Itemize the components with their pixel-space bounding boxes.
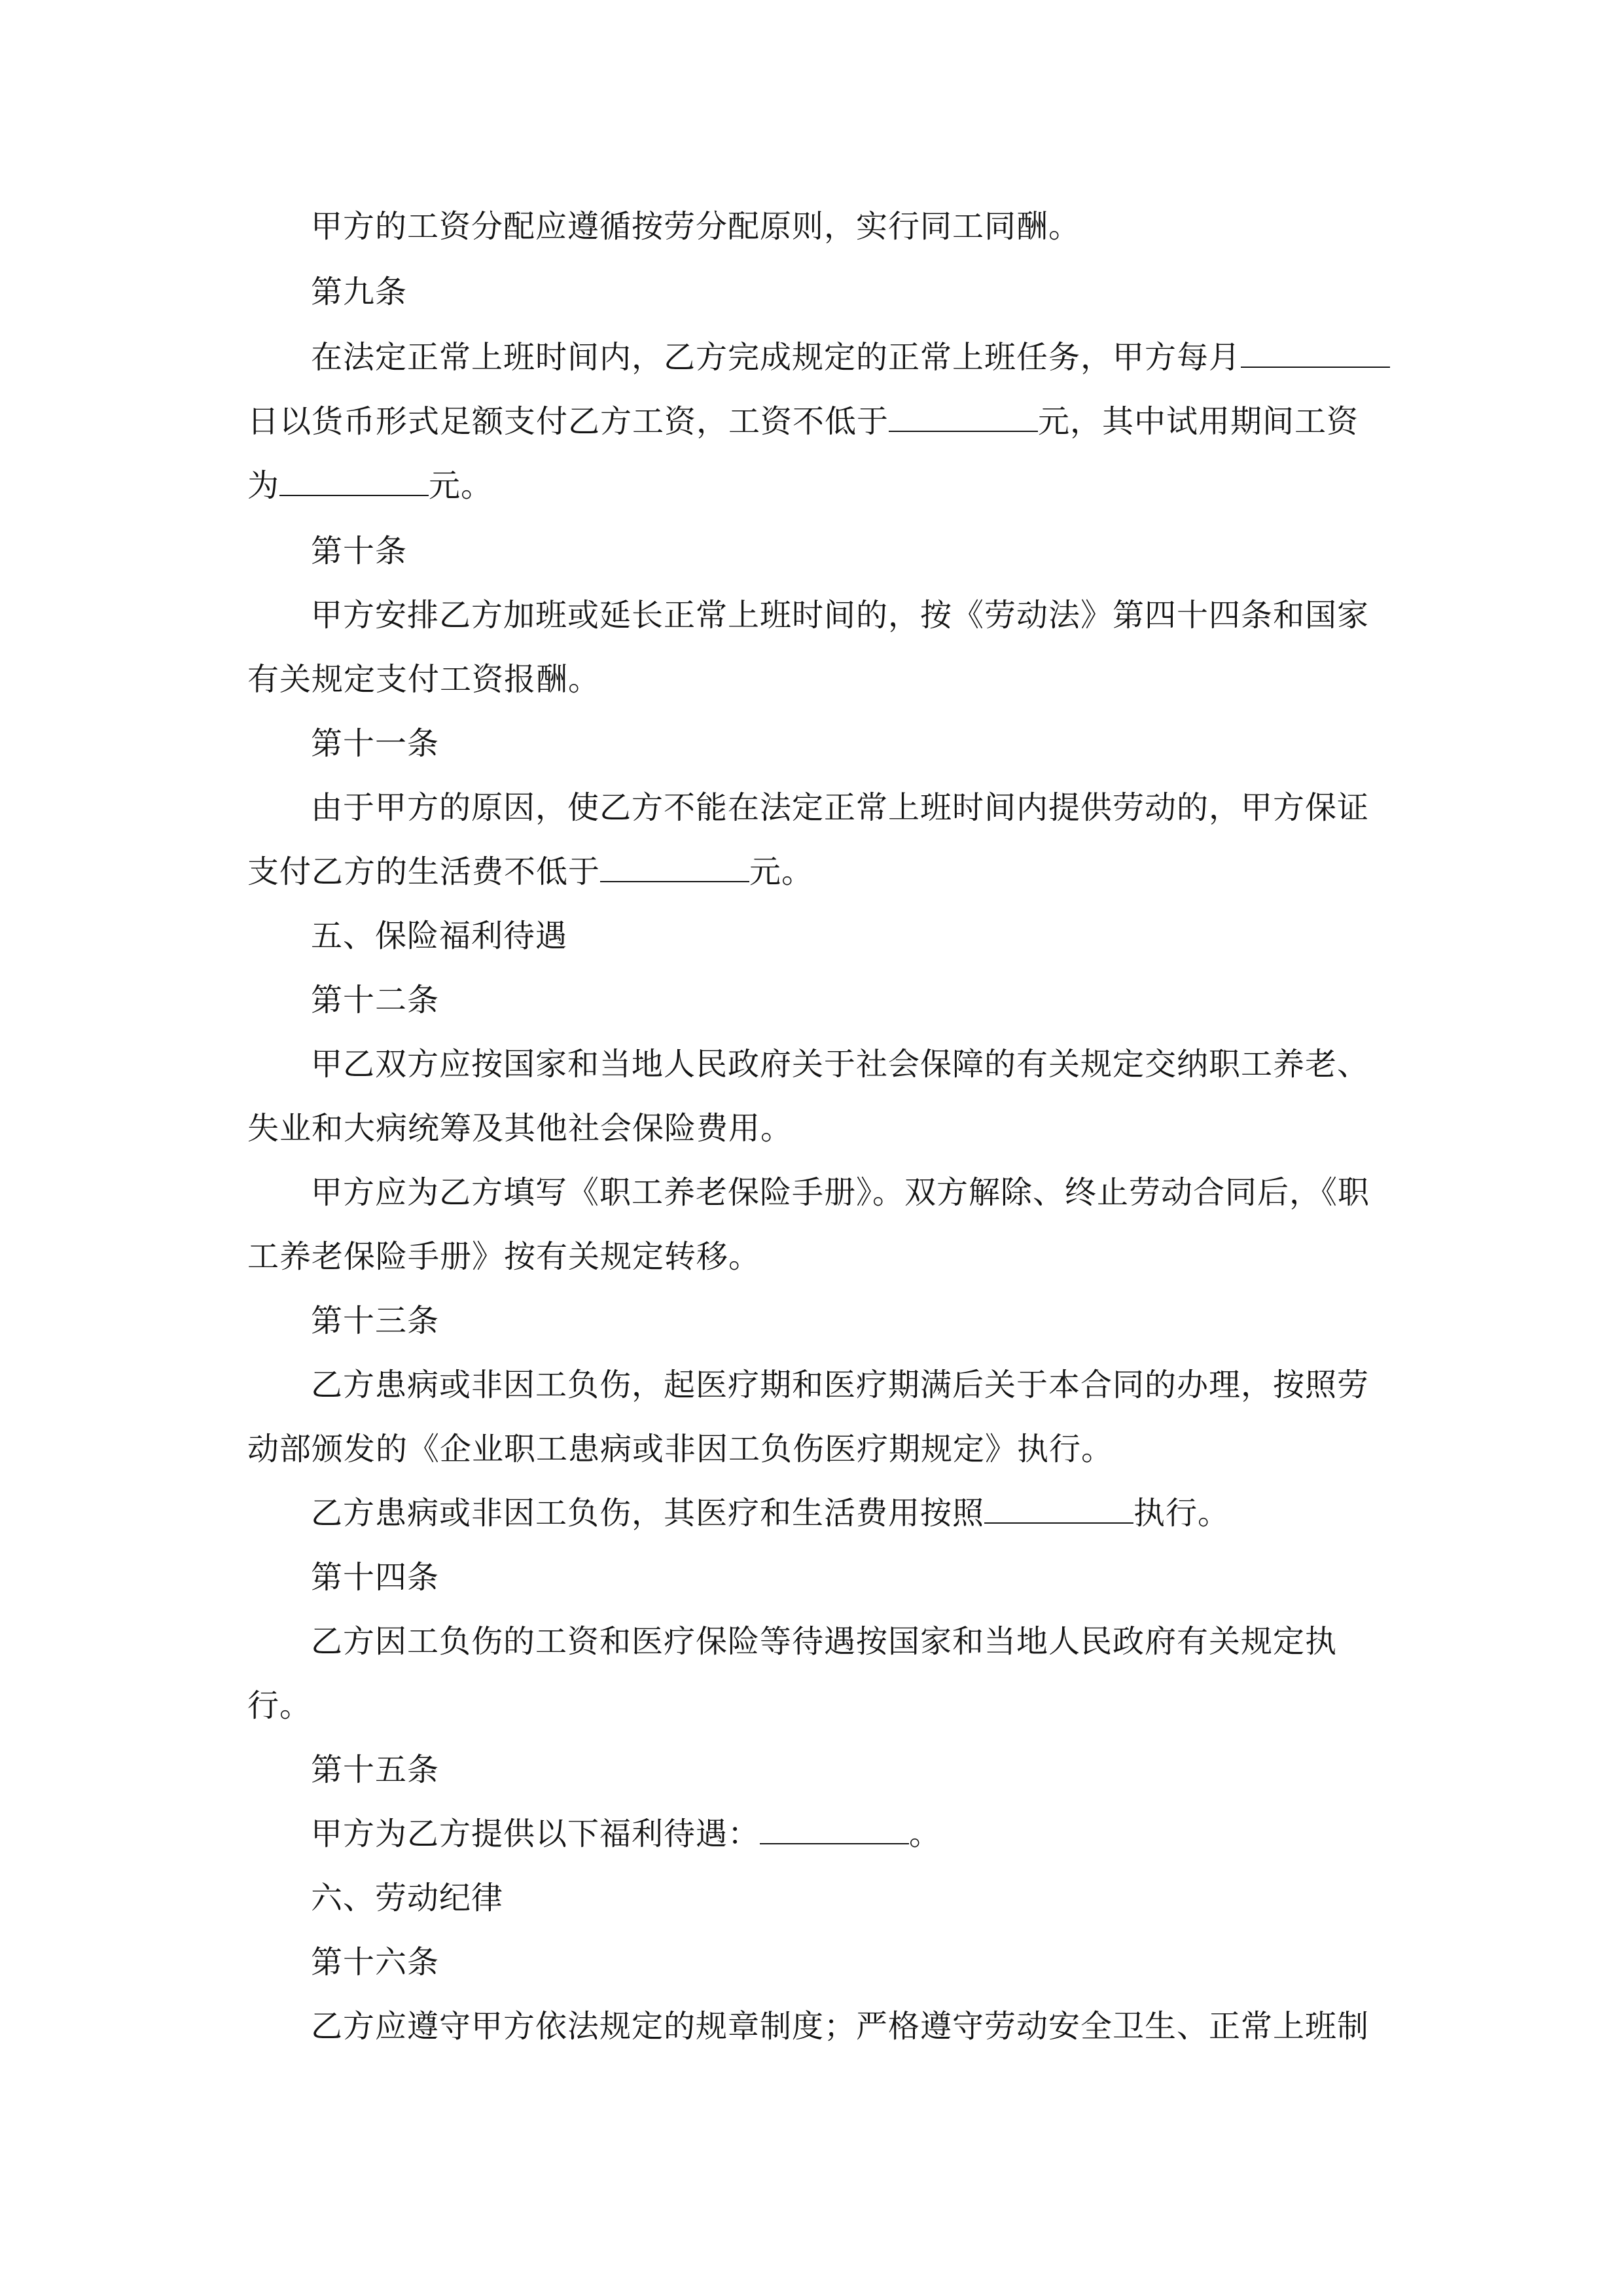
article-16-heading: 第十六条	[311, 1944, 440, 1981]
article-9-text-line-3: 为 元。	[247, 467, 493, 504]
article-13-heading: 第十三条	[311, 1302, 440, 1339]
article-14-text-line-2: 行。	[247, 1687, 312, 1724]
probation-wage-blank[interactable]	[279, 466, 429, 496]
article-10-text-line-1: 甲方安排乙方加班或延长正常上班时间的，按《劳动法》第四十四条和国家	[311, 597, 1370, 634]
article-9-text-line-2: 日以货币形式足额支付乙方工资，工资不低于 元，其中试用期间工资	[247, 403, 1359, 440]
section-6-heading: 六、劳动纪律	[311, 1880, 504, 1916]
payday-blank[interactable]	[1241, 338, 1390, 368]
wage-amount-blank[interactable]	[889, 402, 1038, 432]
article-16-text-line-1: 乙方应遵守甲方依法规定的规章制度；严格遵守劳动安全卫生、正常上班制	[311, 2008, 1370, 2045]
article-13-text-line-3: 乙方患病或非因工负伤，其医疗和生活费用按照 执行。	[311, 1495, 1230, 1532]
living-allowance-blank[interactable]	[600, 852, 749, 882]
article-10-text-line-2: 有关规定支付工资报酬。	[247, 661, 601, 698]
article-15-heading: 第十五条	[311, 1751, 440, 1788]
article-13-text-line-2: 动部颁发的《企业职工患病或非因工负伤医疗期规定》执行。	[247, 1431, 1114, 1467]
article-12-heading: 第十二条	[311, 982, 440, 1018]
article-12-text-line-3: 甲方应为乙方填写《职工养老保险手册》。双方解除、终止劳动合同后，《职	[311, 1174, 1370, 1211]
medical-expense-basis-blank[interactable]	[984, 1494, 1133, 1524]
article-14-text-line-1: 乙方因工负伤的工资和医疗保险等待遇按国家和当地人民政府有关规定执	[311, 1623, 1338, 1660]
article-15-text-line-1: 甲方为乙方提供以下福利待遇： 。	[311, 1816, 942, 1852]
article-12-text-line-1: 甲乙双方应按国家和当地人民政府关于社会保障的有关规定交纳职工养老、	[311, 1046, 1370, 1083]
article-11-heading: 第十一条	[311, 725, 440, 762]
article-11-text-line-1: 由于甲方的原因，使乙方不能在法定正常上班时间内提供劳动的，甲方保证	[311, 789, 1370, 826]
article-10-heading: 第十条	[311, 533, 408, 569]
article-11-text-line-2: 支付乙方的生活费不低于 元。	[247, 853, 814, 890]
article-12-text-line-2: 失业和大病统筹及其他社会保险费用。	[247, 1110, 793, 1147]
article-12-text-line-4: 工养老保险手册》按有关规定转移。	[247, 1238, 761, 1275]
benefits-blank[interactable]	[760, 1814, 909, 1844]
article-13-text-line-1: 乙方患病或非因工负伤，起医疗期和医疗期满后关于本合同的办理，按照劳	[311, 1367, 1370, 1403]
article-14-heading: 第十四条	[311, 1559, 440, 1596]
article-9-text-line-1: 在法定正常上班时间内，乙方完成规定的正常上班任务，甲方每月	[311, 338, 1489, 377]
article-9-heading: 第九条	[311, 274, 408, 310]
section-5-heading: 五、保险福利待遇	[311, 918, 568, 954]
paragraph-wage-principle: 甲方的工资分配应遵循按劳分配原则，实行同工同酬。	[311, 208, 1081, 245]
